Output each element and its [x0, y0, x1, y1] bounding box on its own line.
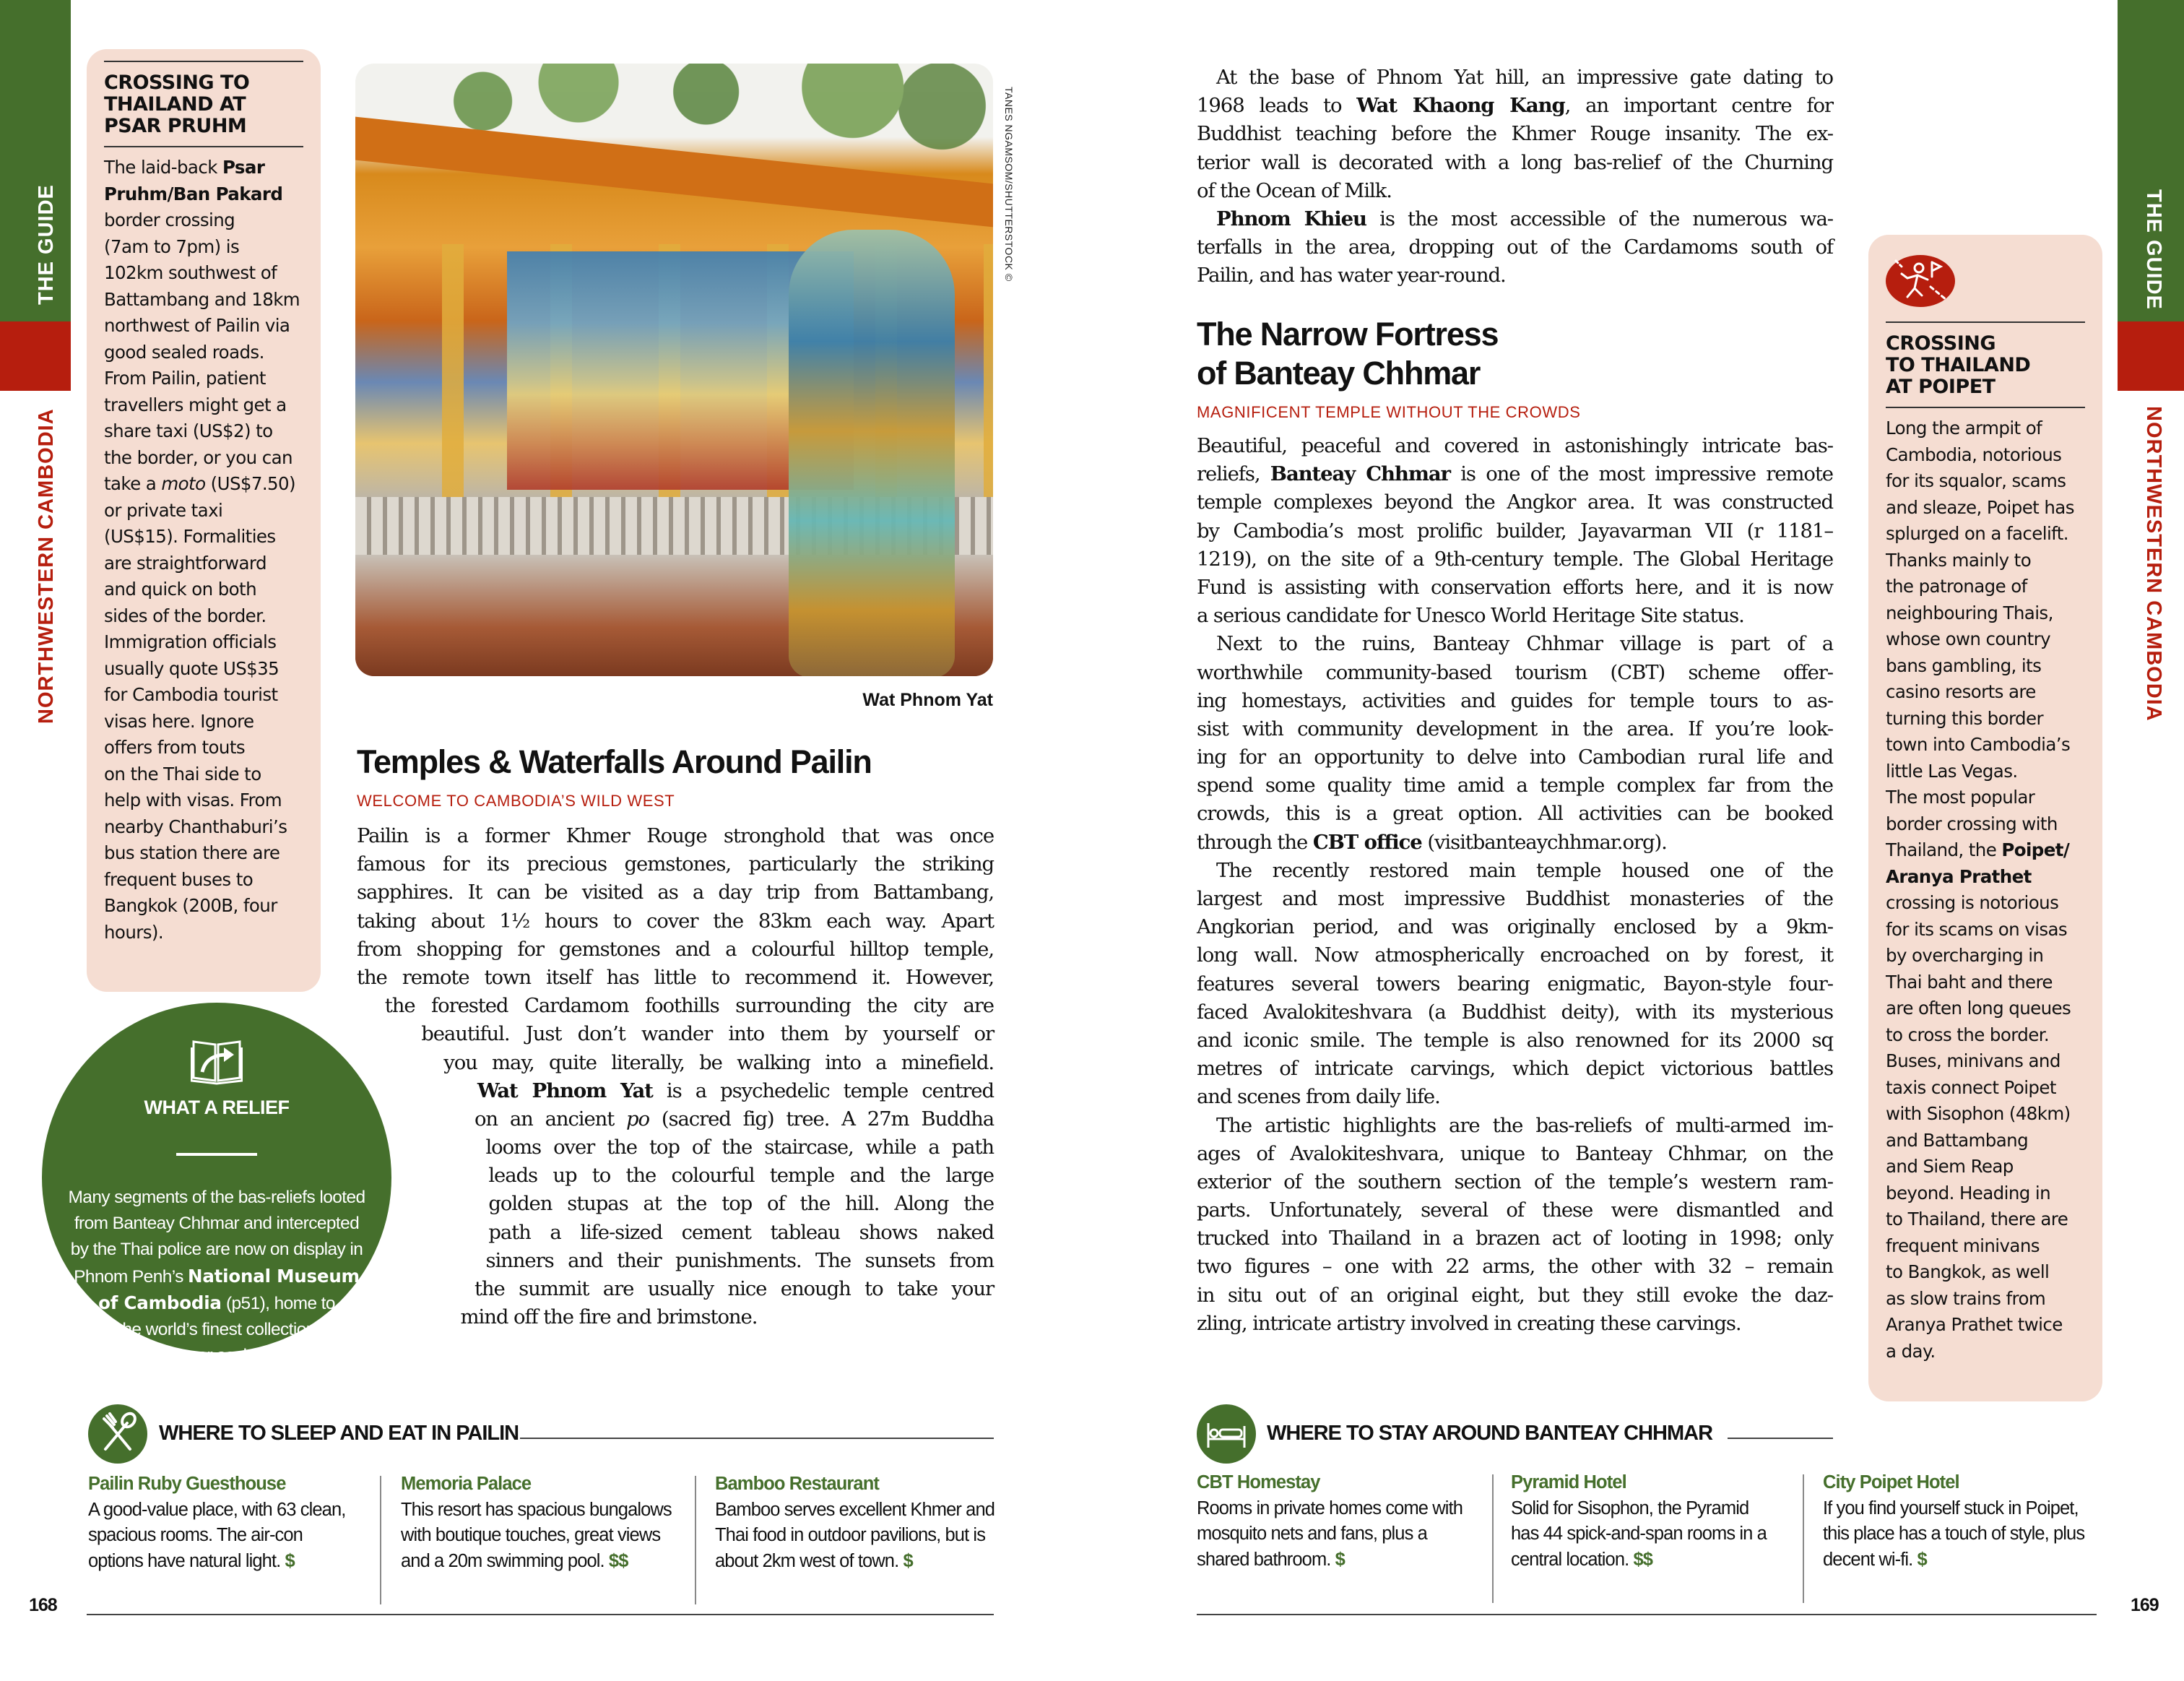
bold-term: Aranya Prathet	[1886, 865, 2032, 887]
text-line: The artistic highlights are the bas-reliefs of multi-armed im-	[1216, 1113, 1833, 1137]
sidebar-body	[104, 147, 303, 946]
text-line: Cambodia, notorious	[1886, 444, 2062, 465]
text-line: travellers might get a	[104, 394, 287, 415]
bold-term: Poipet/	[2001, 839, 2070, 860]
text-line: trucked into Thailand in a brazen act of looting in 1998; only	[1197, 1227, 1833, 1250]
fork-spoon-icon	[88, 1404, 147, 1464]
text-line: on the Thai side to	[104, 763, 261, 785]
text-line: Next to the ruins, Banteay Chhmar village is part of a	[1216, 632, 1833, 656]
listing-desc: If you find yourself stuck in Poipet, this place has a touch of style, plus decent wi-fi.	[1823, 1498, 2085, 1570]
sidebar-title: CROSSING TO THAILAND AT PSAR PRUHM	[104, 72, 250, 137]
text-line: Pailin is a former Khmer Rouge stronghold that was once	[357, 824, 994, 847]
text-line: frequent buses to	[104, 868, 254, 890]
border-crossing-icon	[1886, 255, 1955, 307]
text-line: of Khmer sculpture.	[144, 1346, 290, 1366]
text-line: Aranya Prathet twice	[1886, 1314, 2063, 1335]
text-line: bus station there are	[104, 842, 280, 863]
callout-body	[64, 1185, 370, 1369]
italic-term: moto	[161, 473, 206, 494]
text-line: the patronage of	[1886, 576, 2027, 597]
listing-name: Pailin Ruby Guesthouse	[88, 1474, 286, 1494]
text-line: on an ancient po (sacred fig) tree. A 27m Buddha	[474, 1107, 994, 1131]
chapter-tab-marker-left	[0, 321, 71, 391]
text-line: for its scams on visas	[1886, 918, 2068, 940]
text-line: hours).	[104, 921, 164, 943]
text-line: long wall. Now atmospherically encroached on by forest, it	[1197, 943, 1833, 967]
listing-memoria-palace	[401, 1472, 675, 1574]
text-line: ing for an opportunity to delve into Cambodian rural life and	[1197, 746, 1833, 769]
listing-pailin-ruby-guesthouse	[88, 1472, 355, 1574]
text-line: by Cambodia’s most prolific builder, Jayavarman VII (r 1181–	[1197, 519, 1833, 543]
listing-desc: Rooms in private homes come with mosquito nets and fans, plus a shared bathroom.	[1197, 1498, 1463, 1570]
text-line: taxis connect Poipet	[1886, 1076, 2056, 1098]
text-line: a serious candidate for Unesco World Heritage Site status.	[1197, 604, 1744, 628]
text-line: beautiful. Just don’t wander into them by yourself or	[421, 1022, 994, 1046]
text-line: Pailin, and has water year-round.	[1197, 264, 1506, 288]
bold-term: CBT office	[1312, 830, 1422, 854]
text-line: to cross the border.	[1886, 1024, 2050, 1045]
section-label-right: THE GUIDE	[2142, 189, 2165, 310]
text-line: reliefs, Banteay Chhmar is one of the most impressive remote	[1197, 462, 1833, 486]
text-line: whose own country	[1886, 628, 2051, 649]
text-line: and Battambang	[1886, 1129, 2029, 1151]
bold-term: Pruhm/Ban Pakard	[104, 183, 283, 204]
page-number-left: 168	[29, 1595, 57, 1615]
text-line: from Banteay Chhmar and intercepted	[74, 1214, 360, 1234]
text-line: town into Cambodia’s	[1886, 734, 2071, 755]
text-line: The most popular	[1886, 787, 2035, 808]
listing-city-poipet-hotel	[1823, 1470, 2090, 1573]
chapter-label-left: NORTHWESTERN CAMBODIA	[35, 408, 58, 724]
pailin-continued-text	[1197, 64, 1833, 290]
sidebar-body	[1886, 408, 2085, 1365]
text-line: are often long queues	[1886, 998, 2071, 1019]
text-line: from shopping for gemstones and a colourful hilltop temple,	[357, 937, 994, 961]
text-line: or private taxi	[104, 499, 223, 521]
text-line: border crossing	[104, 209, 235, 230]
text-line: Buddhist teaching before the Khmer Rouge insanity. The ex-	[1197, 122, 1833, 146]
callout-divider	[176, 1153, 257, 1156]
text-line: largest and most impressive Buddhist monasteries of the	[1197, 887, 1833, 910]
text-line: 102km southwest of	[104, 262, 277, 283]
text-line: neighbouring Thais,	[1886, 602, 2053, 623]
sidebar-icon-badge	[1886, 255, 1955, 307]
listing-icon-right	[1197, 1404, 1256, 1464]
text-line: with Sisophon (48km)	[1886, 1103, 2071, 1124]
text-line: nearby Chanthaburi’s	[104, 816, 287, 837]
bold-term: National Museum	[188, 1265, 360, 1287]
text-line: faced Avalokiteshvara (a Buddhist deity), with its mysterious	[1197, 1000, 1833, 1024]
text-line: to Thailand, there are	[1886, 1209, 2068, 1230]
text-line: ing homestays, activities and guides for temple tours to as-	[1197, 688, 1833, 712]
listing-price: $$	[608, 1550, 628, 1571]
text-line: temple complexes beyond the Angkor area. It was constructed	[1197, 491, 1833, 514]
heading-rule	[1728, 1438, 1833, 1439]
text-line: good sealed roads.	[104, 341, 264, 363]
text-line: terior wall is decorated with a long bas-relief of the Churning	[1197, 150, 1833, 174]
column-divider	[1492, 1474, 1494, 1603]
text-line: frequent minivans	[1886, 1235, 2040, 1256]
photo-credit: TANES NGAMSOM/SHUTTERSTOCK ©	[1003, 87, 1015, 282]
text-line: take a moto (US$7.50)	[104, 473, 295, 494]
text-line: and scenes from daily life.	[1197, 1085, 1440, 1109]
text-line: golden stupas at the top of the hill. Along the	[488, 1192, 994, 1216]
text-line: two figures – one with 22 arms, the other with 32 – remain	[1197, 1255, 1833, 1279]
sidebar-poipet	[1868, 235, 2102, 1401]
bold-term: of Cambodia	[98, 1292, 222, 1313]
page-number-right: 169	[2131, 1595, 2159, 1615]
text-line: turning this border	[1886, 707, 2043, 729]
text-line: sinners and their punishments. The sunsets from	[485, 1248, 994, 1272]
text-line: features several towers bearing enigmatic, Bayon-style four-	[1197, 972, 1833, 995]
listing-name: Memoria Palace	[401, 1474, 532, 1494]
text-line: Angkorian period, and was originally enclosed by a 9km-	[1197, 915, 1833, 939]
text-line: as slow trains from	[1886, 1287, 2046, 1309]
text-line: Bangkok (200B, four	[104, 895, 277, 916]
chapter-label-right: NORTHWESTERN CAMBODIA	[2142, 406, 2165, 722]
listing-cbt-homestay	[1197, 1470, 1478, 1573]
text-line: From Pailin, patient	[104, 368, 266, 389]
text-line: for Cambodia tourist	[104, 684, 278, 705]
text-line: path a life-sized cement tableau shows naked	[488, 1220, 994, 1244]
text-line: Phnom Penh’s National Museum	[74, 1265, 360, 1287]
text-line: Thai baht and there	[1886, 971, 2053, 993]
text-line: by overcharging in	[1886, 945, 2044, 966]
text-line: help with visas. From	[104, 790, 282, 811]
photo-guardian-statue	[789, 230, 955, 676]
heading-rule	[520, 1438, 994, 1439]
text-line: Beautiful, peaceful and covered in astonishingly intricate bas-	[1197, 434, 1833, 457]
text-line: The laid-back Psar	[104, 157, 265, 178]
text-line: the forested Cardamom foothills surrounding the city are	[384, 994, 994, 1018]
callout-what-a-relief	[42, 1003, 391, 1366]
text-line: Fund is assisting with conservation efforts here, and it is now	[1197, 575, 1833, 599]
text-line: zling, intricate artistry involved in creating these carvings.	[1197, 1311, 1741, 1335]
listing-price: $	[1917, 1549, 1927, 1570]
text-line: (7am to 7pm) is	[104, 235, 240, 257]
listing-price: $$	[1633, 1549, 1653, 1570]
text-line: offers from touts	[104, 737, 246, 758]
bold-term: Phnom Khieu	[1216, 207, 1366, 230]
text-line: and iconic smile. The temple is also renowned for its 2000 sq	[1197, 1028, 1833, 1052]
listing-desc: This resort has spacious bungalows with boutique touches, great views and a 20m swimming pool.	[401, 1499, 672, 1571]
sidebar-psar-pruhm	[87, 49, 321, 992]
text-line: beyond. Heading in	[1886, 1182, 2051, 1204]
text-line: by the Thai police are now on display in	[70, 1240, 363, 1260]
italic-term: po	[626, 1107, 650, 1131]
listing-price: $	[1335, 1549, 1345, 1570]
text-line	[104, 181, 303, 208]
footer-rule-right	[1197, 1614, 2097, 1615]
text-line: sides of the border.	[104, 605, 266, 626]
text-line	[1886, 864, 2085, 891]
text-line: border crossing with	[1886, 813, 2058, 834]
sidebar-title: CROSSING TO THAILAND AT POIPET	[1886, 332, 2031, 398]
text-line: famous for its precious gemstones, particularly the striking	[357, 852, 994, 876]
listing-icon-left	[88, 1404, 147, 1464]
text-line: a day.	[1886, 1340, 1936, 1362]
text-line: worthwhile community-based tourism (CBT) scheme offer-	[1197, 660, 1833, 684]
callout-title: WHAT A RELIEF	[144, 1097, 290, 1118]
text-line: share taxi (US$2) to	[104, 420, 273, 441]
text-line: 1968 leads to Wat Khaong Kang, an important centre for	[1197, 94, 1833, 118]
listing-price: $	[285, 1550, 295, 1571]
text-line: sist with community development in the area. If you’re look-	[1197, 717, 1833, 740]
text-line: spend some quality time amid a temple complex far from the	[1197, 774, 1833, 798]
text-line: 1219), on the site of a 9th-century temple. The Global Heritage	[1197, 547, 1833, 571]
text-line: the remote town itself has little to recommend it. However,	[357, 965, 994, 989]
text-line: leads up to the colourful temple and the large	[488, 1164, 994, 1188]
text-line: of the Ocean of Milk.	[1197, 178, 1392, 202]
listings-heading-right: WHERE TO STAY AROUND BANTEAY CHHMAR	[1267, 1422, 1713, 1445]
bold-term: Wat Khaong Kang	[1356, 94, 1565, 118]
section-title-pailin: Temples & Waterfalls Around Pailin	[357, 743, 872, 780]
text-line: metres of intricate carvings, which depict victorious battles	[1197, 1057, 1833, 1081]
listing-name: Pyramid Hotel	[1511, 1472, 1626, 1492]
listing-desc: A good-value place, with 63 clean, spacious rooms. The air-con options have natural light.	[88, 1499, 346, 1571]
text-line: through the CBT office (visitbanteaychhmar.org).	[1197, 830, 1667, 854]
listing-desc: Solid for Sisophon, the Pyramid has 44 spick-and-span rooms in a central location.	[1511, 1498, 1767, 1570]
temple-photo	[355, 64, 993, 676]
text-line: of Cambodia (p51), home to	[98, 1292, 335, 1313]
text-line: for its squalor, scams	[1886, 470, 2066, 491]
text-line: Phnom Khieu is the most accessible of the numerous wa-	[1216, 207, 1833, 230]
bold-term: Psar	[222, 157, 265, 178]
text-line: Long the armpit of	[1886, 418, 2042, 438]
text-line: looms over the top of the staircase, while a path	[485, 1136, 994, 1159]
column-divider	[695, 1476, 696, 1604]
text-line: parts. Unfortunately, several of these were dismantled and	[1197, 1198, 1833, 1222]
book-share-icon	[191, 1037, 243, 1085]
section-label-left: THE GUIDE	[35, 184, 58, 305]
listing-name: CBT Homestay	[1197, 1472, 1320, 1492]
text-line: Wat Phnom Yat is a psychedelic temple centred	[477, 1079, 994, 1102]
section-title-banteay-chhmar: The Narrow Fortress of Banteay Chhmar	[1197, 316, 1499, 392]
text-line: the world’s finest collection	[118, 1320, 316, 1340]
text-line: taking about 1½ hours to cover the 83km each way. Apart	[357, 909, 994, 933]
text-line: Many segments of the bas-reliefs looted	[68, 1188, 365, 1207]
text-line: crowds, this is a great option. All activities can be booked	[1197, 802, 1833, 826]
text-line: little Las Vegas.	[1886, 760, 2018, 782]
text-line: mind off the fire and brimstone.	[460, 1305, 758, 1329]
listing-bamboo-restaurant	[715, 1472, 997, 1574]
pailin-body-text	[357, 822, 994, 1331]
text-line: ages of Avalokiteshvara, unique to Banteay Chhmar, on the	[1197, 1141, 1833, 1165]
column-divider	[1803, 1474, 1804, 1603]
text-line: and sleaze, Poipet has	[1886, 496, 2074, 518]
text-line: Immigration officials	[104, 631, 277, 652]
text-line: to Bangkok, as well	[1886, 1261, 2050, 1282]
text-line: The recently restored main temple housed one of the	[1216, 858, 1833, 882]
banteay-chhmar-body-text	[1197, 432, 1833, 1338]
footer-rule-left	[87, 1614, 994, 1615]
text-line: casino resorts are	[1886, 681, 2036, 702]
text-line: are straightforward	[104, 552, 266, 574]
listing-name: Bamboo Restaurant	[715, 1474, 879, 1494]
text-line: (US$15). Formalities	[104, 526, 276, 547]
text-line: bans gambling, its	[1886, 654, 2042, 676]
text-line: visas here. Ignore	[104, 710, 254, 732]
text-line: Battambang and 18km	[104, 288, 300, 310]
text-line: you may, quite literally, be walking into a minefield.	[443, 1050, 994, 1074]
text-line: terfalls in the area, dropping out of the Cardamoms south of	[1197, 235, 1833, 259]
bold-term: Wat Phnom Yat	[477, 1079, 653, 1102]
text-line: Buses, minivans and	[1886, 1050, 2060, 1071]
text-line: Thailand, the Poipet/	[1886, 839, 2070, 860]
text-line: crossing is notorious	[1886, 892, 2059, 913]
section-subtitle-banteay-chhmar: MAGNIFICENT TEMPLE WITHOUT THE CROWDS	[1197, 403, 1581, 421]
text-line: At the base of Phnom Yat hill, an impressive gate dating to	[1216, 66, 1833, 89]
listing-desc: Bamboo serves excellent Khmer and Thai food in outdoor pavilions, but is about 2km west of town.	[715, 1499, 995, 1571]
text-line: sapphires. It can be visited as a day trip from Battambang,	[357, 881, 994, 904]
listing-name: City Poipet Hotel	[1823, 1472, 1959, 1492]
text-line: usually quote US$35	[104, 657, 280, 679]
text-line: Thanks mainly to	[1886, 549, 2032, 571]
chapter-tab-marker-right	[2118, 321, 2184, 391]
column-divider	[380, 1476, 381, 1604]
bed-icon	[1197, 1404, 1256, 1464]
photo-caption: Wat Phnom Yat	[862, 690, 993, 710]
text-line: exterior of the southern section of the temple’s western ram-	[1197, 1170, 1833, 1193]
bold-term: Banteay Chhmar	[1270, 462, 1450, 486]
text-line: northwest of Pailin via	[104, 315, 290, 336]
text-line: in situ out of an original eight, but they still evoke the daz-	[1197, 1283, 1833, 1307]
listing-pyramid-hotel	[1511, 1470, 1771, 1573]
text-line: and quick on both	[104, 579, 256, 600]
listing-price: $	[903, 1550, 913, 1571]
text-line: the summit are usually nice enough to take your	[474, 1277, 994, 1300]
text-line: and Siem Reap	[1886, 1156, 2014, 1177]
section-subtitle-pailin: WELCOME TO CAMBODIA’S WILD WEST	[357, 792, 675, 810]
listings-heading-left: WHERE TO SLEEP AND EAT IN PAILIN	[159, 1422, 519, 1445]
text-line: the border, or you can	[104, 446, 292, 468]
text-line: splurged on a facelift.	[1886, 523, 2068, 544]
